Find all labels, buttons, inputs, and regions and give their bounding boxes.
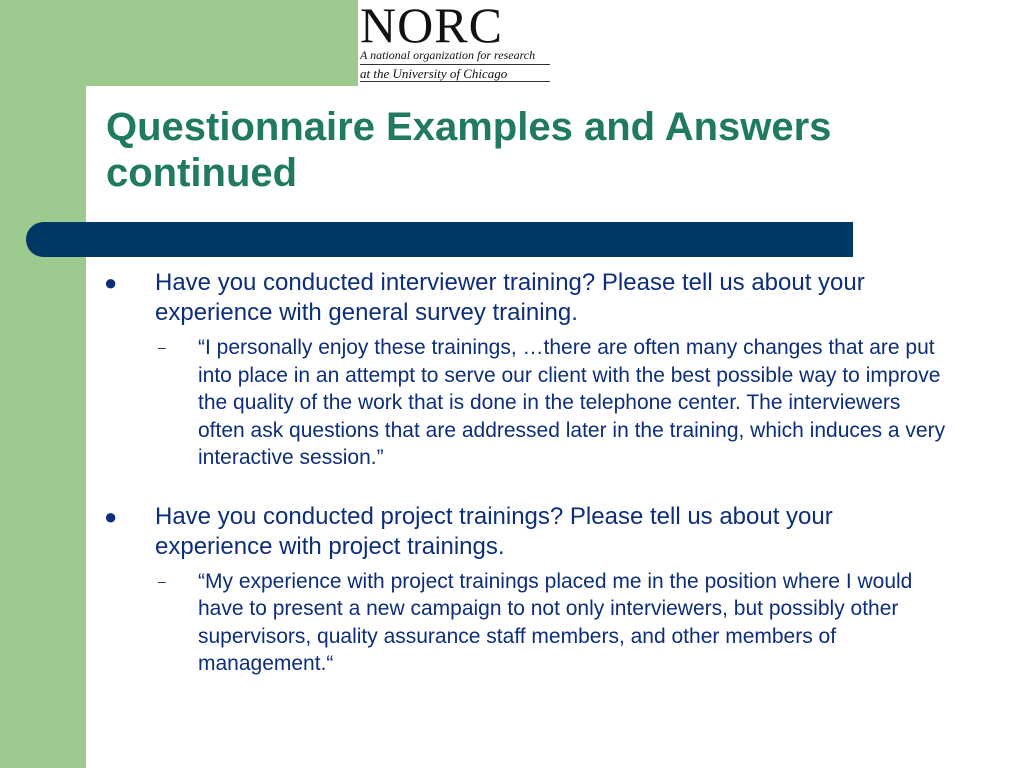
sub-bullet-item [0, 568, 948, 678]
slide-content [0, 268, 1024, 678]
logo-underline [360, 81, 550, 82]
title-divider-bar [26, 222, 853, 257]
bullet-item [0, 502, 955, 562]
bullet-icon: ● [104, 503, 118, 529]
slide-title: Questionnaire Examples and Answers continued [106, 105, 832, 195]
sub-bullet-item [0, 334, 948, 472]
norc-logo [358, 0, 552, 86]
logo-wordmark: NORC [360, 0, 503, 53]
dash-icon: – [158, 339, 166, 355]
logo-tagline: A national organization for research [360, 48, 536, 62]
logo-affiliation: at the University of Chicago [360, 66, 508, 81]
green-top-band [0, 0, 358, 86]
bullet-item [0, 268, 955, 328]
bullet-text: Have you conducted project trainings? Please tell us about your experience with project trainings. [155, 502, 833, 560]
sub-bullet-text: “I personally enjoy these trainings, …there are often many changes that are put into place in an attempt to serve our client with the best possible way to improve the quality of the work that is done in the telephone center. The interviewers often ask questions that are addressed later in the training, which induces a very interactive session.” [198, 336, 946, 469]
bullet-icon: ● [104, 270, 118, 295]
dash-icon: – [158, 572, 166, 589]
bullet-text: Have you conducted interviewer training? Please tell us about your experience with general survey training. [155, 269, 865, 326]
logo-divider [360, 64, 550, 65]
sub-bullet-text: “My experience with project trainings placed me in the position where I would have to present a new campaign to not only interviewers, but possibly other supervisors, quality assurance staff members, and other members of management.“ [198, 569, 913, 675]
